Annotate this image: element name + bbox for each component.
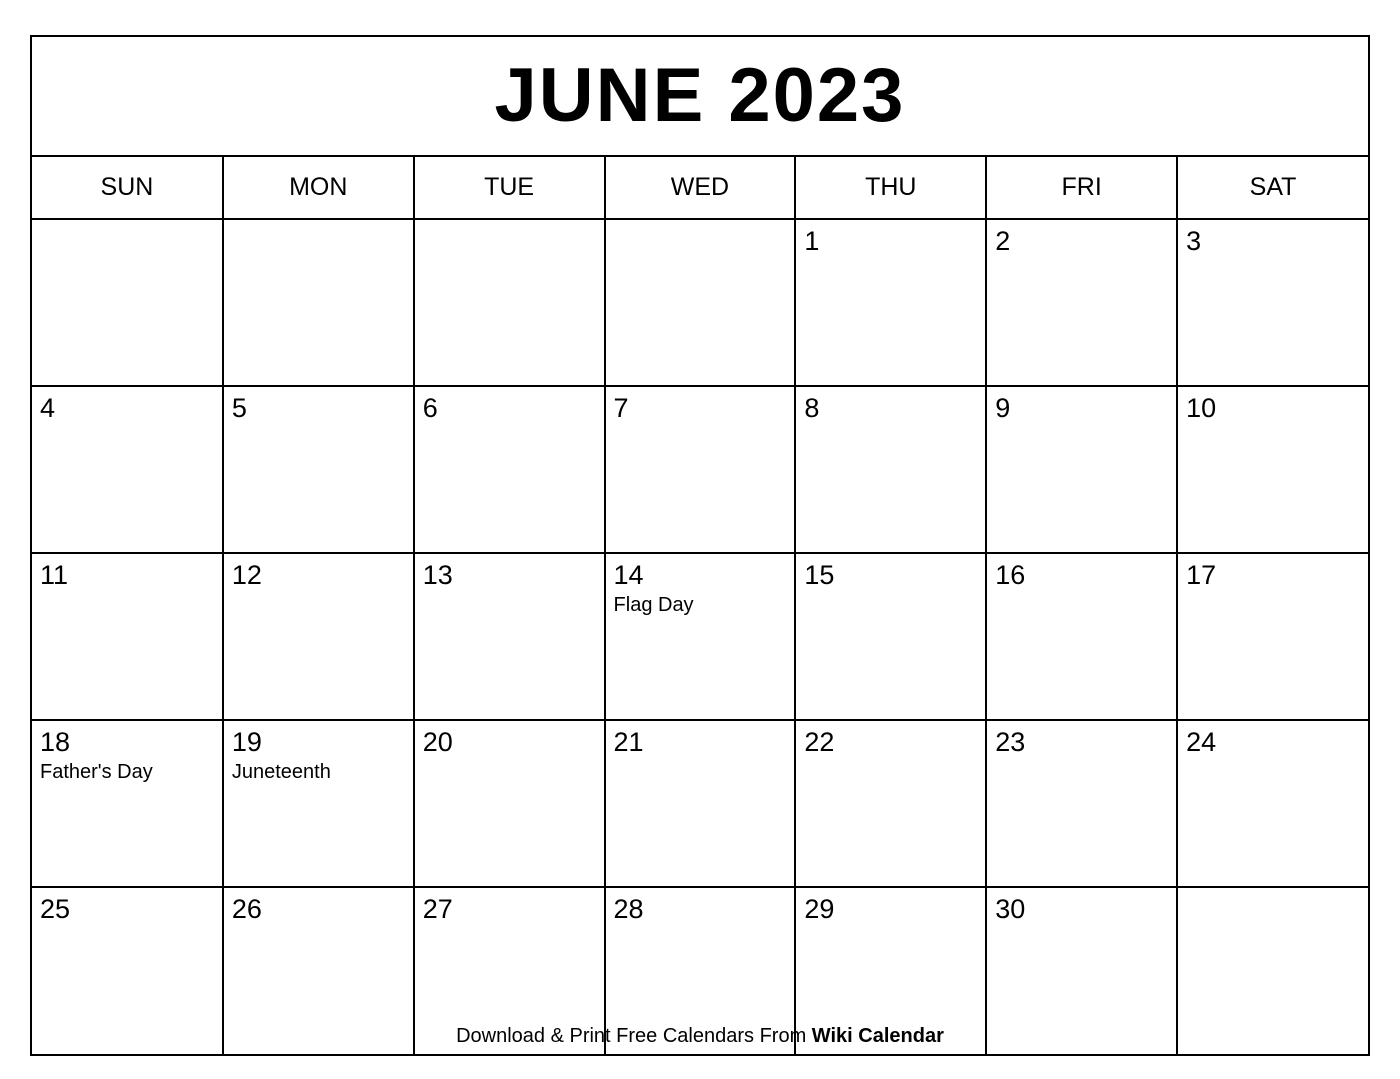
calendar-grid xyxy=(32,157,1368,1054)
day-event: Juneteenth xyxy=(231,761,331,783)
weekday-header-sun: SUN xyxy=(32,157,223,219)
day-number: 17 xyxy=(1186,560,1217,590)
day-cell[interactable] xyxy=(986,553,1177,720)
weekday-header-row xyxy=(32,157,1368,219)
weekday-header-fri: FRI xyxy=(986,157,1177,219)
day-cell[interactable] xyxy=(1177,553,1368,720)
day-number: 6 xyxy=(422,393,438,423)
day-number: 22 xyxy=(804,727,835,757)
day-cell[interactable] xyxy=(986,219,1177,386)
footer-text: Download & Print Free Calendars From xyxy=(456,1025,812,1047)
day-cell[interactable] xyxy=(605,219,796,386)
day-cell[interactable] xyxy=(1177,219,1368,386)
day-number: 8 xyxy=(804,393,820,423)
day-cell[interactable] xyxy=(605,386,796,553)
calendar-title-bar xyxy=(32,37,1368,157)
page-title: JUNE 2023 xyxy=(494,53,906,138)
calendar-week-row xyxy=(32,386,1368,553)
weekday-header-sat: SAT xyxy=(1177,157,1368,219)
day-number: 28 xyxy=(613,894,644,924)
day-number: 23 xyxy=(995,727,1026,757)
day-number: 27 xyxy=(422,894,453,924)
day-cell[interactable] xyxy=(32,386,223,553)
day-number: 13 xyxy=(422,560,453,590)
day-cell[interactable] xyxy=(795,720,986,887)
day-number: 29 xyxy=(804,894,835,924)
day-cell[interactable] xyxy=(986,386,1177,553)
day-number: 20 xyxy=(422,727,453,757)
weekday-header-wed: WED xyxy=(605,157,796,219)
day-number: 19 xyxy=(231,727,262,757)
day-number: 4 xyxy=(40,393,56,423)
weekday-header-thu: THU xyxy=(795,157,986,219)
day-cell[interactable] xyxy=(795,219,986,386)
day-cell[interactable] xyxy=(223,219,414,386)
day-number: 21 xyxy=(613,727,644,757)
day-number: 3 xyxy=(1186,226,1202,256)
day-number: 10 xyxy=(1186,393,1217,423)
calendar-container xyxy=(30,35,1370,1056)
day-cell[interactable] xyxy=(605,720,796,887)
day-number: 15 xyxy=(804,560,835,590)
day-cell[interactable] xyxy=(223,386,414,553)
day-number: 2 xyxy=(995,226,1011,256)
day-cell[interactable] xyxy=(32,720,223,887)
day-number: 30 xyxy=(995,894,1026,924)
day-cell[interactable] xyxy=(223,553,414,720)
calendar-week-row xyxy=(32,720,1368,887)
footer-brand: Wiki Calendar xyxy=(811,1025,944,1047)
day-event: Father's Day xyxy=(40,761,153,783)
day-number: 25 xyxy=(40,894,71,924)
footer-credit xyxy=(0,1025,1400,1048)
day-number: 14 xyxy=(613,560,644,590)
weekday-header-mon: MON xyxy=(223,157,414,219)
day-cell[interactable] xyxy=(795,553,986,720)
day-cell[interactable] xyxy=(32,553,223,720)
day-cell[interactable] xyxy=(414,219,605,386)
day-number: 7 xyxy=(613,393,629,423)
day-cell[interactable] xyxy=(414,720,605,887)
day-cell[interactable] xyxy=(1177,720,1368,887)
weekday-header-tue: TUE xyxy=(414,157,605,219)
day-number: 9 xyxy=(995,393,1011,423)
day-event: Flag Day xyxy=(613,594,694,616)
day-number: 1 xyxy=(804,226,820,256)
day-cell[interactable] xyxy=(605,553,796,720)
day-number: 26 xyxy=(231,894,262,924)
day-cell[interactable] xyxy=(986,720,1177,887)
calendar-week-row xyxy=(32,553,1368,720)
day-cell[interactable] xyxy=(795,386,986,553)
day-cell[interactable] xyxy=(1177,386,1368,553)
day-cell[interactable] xyxy=(414,553,605,720)
day-number: 12 xyxy=(231,560,262,590)
day-cell[interactable] xyxy=(32,219,223,386)
day-number: 5 xyxy=(231,393,247,423)
day-cell[interactable] xyxy=(223,720,414,887)
day-number: 24 xyxy=(1186,727,1217,757)
day-number: 18 xyxy=(40,727,71,757)
day-number: 16 xyxy=(995,560,1026,590)
calendar-week-row xyxy=(32,219,1368,386)
day-number: 11 xyxy=(40,560,69,590)
day-cell[interactable] xyxy=(414,386,605,553)
